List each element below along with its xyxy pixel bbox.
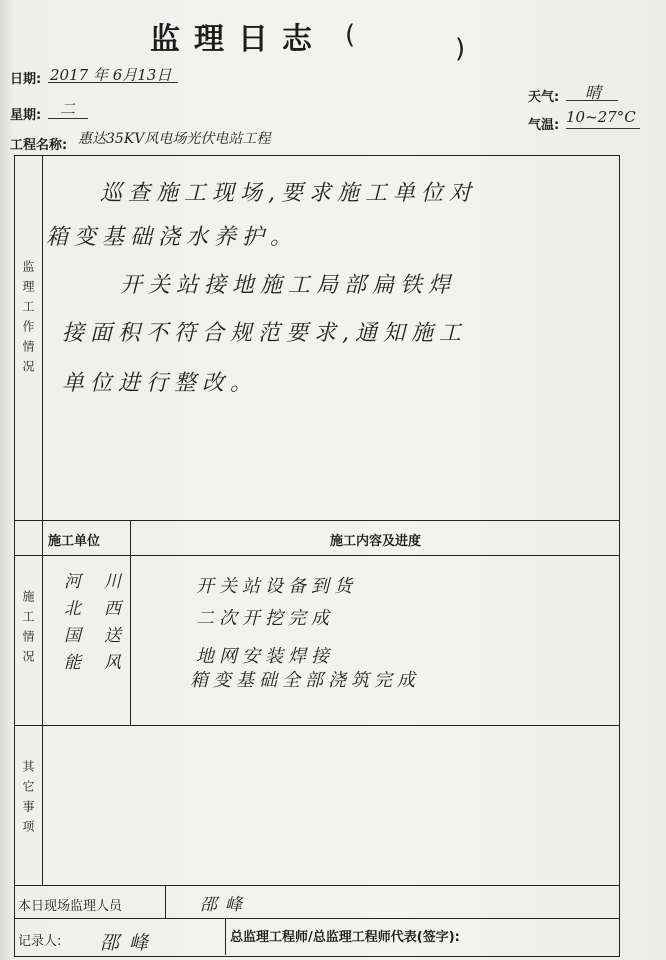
progress-item-4: 箱变基础全部浇筑完成 xyxy=(190,670,420,691)
row-divider-supervisor xyxy=(14,918,620,919)
row-divider-construction xyxy=(14,725,620,726)
chief-engineer-label: 总监理工程师/总监理工程师代表(签字): xyxy=(230,930,460,945)
recorder-label: 记录人: xyxy=(18,934,62,949)
temp-label: 气温: xyxy=(528,118,560,133)
project-label: 工程名称: xyxy=(10,138,68,153)
date-value: 2017 年 6月13日 xyxy=(50,66,172,84)
weather-underline xyxy=(566,100,618,101)
weather-value: 晴 xyxy=(585,83,602,102)
construction-column-divider xyxy=(130,520,131,725)
weekday-value: 二 xyxy=(60,100,76,118)
row-divider-construction-header xyxy=(14,555,620,556)
progress-item-2: 二次开挖完成 xyxy=(196,608,334,629)
recorder-signature: 邵峰 xyxy=(100,932,159,954)
construction-section-label: 施工情况 xyxy=(21,590,35,670)
supervisor-signature: 邵峰 xyxy=(200,895,250,915)
date-underline xyxy=(48,82,178,83)
weekday-underline xyxy=(48,118,88,119)
work-line-4: 接面积不符合规范要求,通知施工 xyxy=(62,321,467,346)
project-value: 惠达35KV风电场光伏电站工程 xyxy=(78,131,271,147)
date-label: 日期: xyxy=(10,72,42,87)
work-section-label: 监理工作情况 xyxy=(21,260,35,380)
work-line-1: 巡查施工现场,要求施工单位对 xyxy=(100,181,477,206)
construction-unit-header: 施工单位 xyxy=(48,534,101,549)
work-line-3: 开关站接地施工局部扁铁焊 xyxy=(120,273,457,298)
construction-unit-2: 川西送风 xyxy=(100,572,120,680)
construction-progress-header: 施工内容及进度 xyxy=(330,534,422,549)
recorder-divider xyxy=(225,918,226,955)
title-paren-open: ( xyxy=(345,20,356,50)
title-paren-close: ) xyxy=(455,34,466,64)
weather-label: 天气: xyxy=(528,90,560,105)
work-line-5: 单位进行整改。 xyxy=(62,371,259,396)
work-line-2: 箱变基础浇水养护。 xyxy=(46,225,299,250)
weekday-label: 星期: xyxy=(10,108,42,123)
temp-underline xyxy=(566,128,640,129)
progress-item-3: 地网安装焊接 xyxy=(196,646,334,667)
row-divider-other xyxy=(14,885,620,886)
temp-value: 10~27°C xyxy=(566,108,636,126)
page-title: 监理日志 xyxy=(150,22,326,57)
construction-unit-1: 河北国能 xyxy=(60,572,80,680)
supervisor-divider xyxy=(165,885,166,918)
row-divider-work xyxy=(14,520,620,521)
progress-item-1: 开关站设备到货 xyxy=(196,576,357,597)
supervisor-label: 本日现场监理人员 xyxy=(18,899,123,914)
other-section-label: 其它事项 xyxy=(21,760,35,840)
